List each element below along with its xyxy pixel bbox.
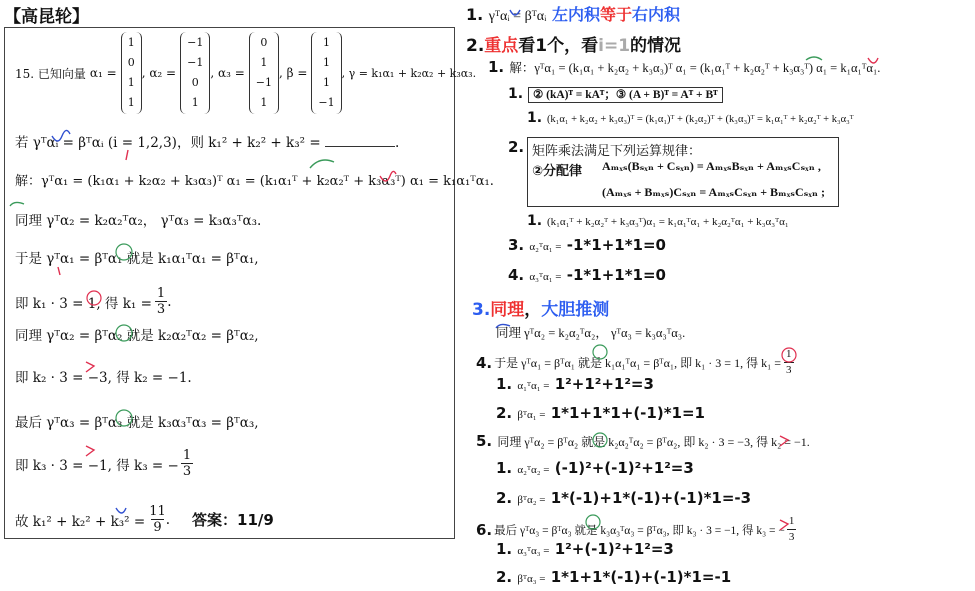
alpha1-label: α₁ = — [89, 66, 117, 80]
alpha3-label: , α₃ = — [210, 66, 245, 80]
step-2-1: 1. 解：γᵀα₁ = (k₁α₁ + k₂α₂ + k₃α₃)ᵀ α₁ = (k₁α₁ᵀ + k₂α₂ᵀ + k₃α₃ᵀ) α₁ = k₁α₁ᵀα₁. — [488, 58, 881, 76]
gamma-definition: , γ = k₁α₁ + k₂α₂ + k₃α₃. — [341, 66, 477, 80]
step-5-2: 2. βᵀα₂ = 1*(-1)+1*(-1)+(-1)*1=-3 — [496, 489, 752, 507]
solution-line-8: 即 k₃ · 3 = −1, 得 k₃ = − $\frac{1}{3}$ — [15, 448, 192, 479]
step-2-1-2-number: 2. — [508, 138, 525, 156]
step-4-2: 2. βᵀα₁ = 1*1+1*1+(-1)*1=1 — [496, 404, 705, 422]
solution-line-3: 于是 γᵀα₁ = βᵀα₁ 就是 k₁α₁ᵀα₁ = βᵀα₁, — [15, 251, 259, 267]
alpha2-label: , α₂ = — [141, 66, 177, 80]
alpha3-vector: 0 1 −1 1 — [249, 32, 279, 114]
final-fraction: $\frac{11}{9}$ — [149, 504, 166, 535]
k3-fraction: $\frac{1}{3}$ — [182, 448, 192, 479]
step-6: 6. 最后 γᵀα₃ = βᵀα₃ 就是 k₃α₃ᵀα₃ = βᵀα₃, 即 k₃ · 3 = −1, 得 k₃ = − $\frac{1}{3}$ — [476, 515, 795, 543]
step-6-1: 1. α₃ᵀα₃ = 1²+(-1)²+1²=3 — [496, 540, 674, 558]
rule-equation-1: Aₘₓₛ(Bₛₓₙ + Cₛₓₙ) = AₘₓₛBₛₓₙ + AₘₓₛCₛₓₙ , — [602, 159, 821, 173]
solution-line-4: 即 k₁ · 3 = 1, 得 k₁ = $\frac{1}{3}$ . — [15, 286, 172, 317]
step-2-1-2-1: 1. (k₁α₁ᵀ + k₂α₂ᵀ + k₃α₃ᵀ)α₁ = k₁α₁ᵀα₁ + k₂α₂ᵀα₁ + k₃α₃ᵀα₁ — [527, 213, 789, 229]
solution-line-5: 同理 γᵀα₂ = βᵀα₂ 就是 k₂α₂ᵀα₂ = βᵀα₂, — [15, 328, 259, 344]
step-3: 3.同理，大胆推测 — [472, 300, 610, 320]
beta-vector: 1 1 1 −1 — [311, 32, 341, 114]
alpha2-vector: −1 −1 0 1 — [180, 32, 210, 114]
rule-equation-2: (Aₘₓₛ + Bₘₓₛ)Cₛₓₙ = AₘₓₛCₛₓₙ + BₘₓₛCₛₓₙ ; — [602, 185, 826, 199]
step-1: 1. γᵀαᵢ = βᵀαᵢ 左内积等于右内积 — [466, 5, 681, 24]
solution-line-6: 即 k₂ · 3 = −3, 得 k₂ = −1. — [15, 370, 192, 386]
step-5: 5. 同理 γᵀα₂ = βᵀα₂ 就是 k₂α₂ᵀα₂ = βᵀα₂, 即 k₂ · 3 = −3, 得 k₂ = −1. — [476, 432, 810, 450]
problem-solution-box — [4, 27, 494, 539]
step-4: 4. 于是 γᵀα₁ = βᵀα₁ 就是 k₁α₁ᵀα₁ = βᵀα₁, 即 k₁ · 3 = 1, 得 k₁ = $\frac{1}{3}$ — [476, 348, 792, 376]
problem-prefix: 15. 已知向量 — [15, 66, 86, 81]
step-5-1: 1. α₂ᵀα₂ = (-1)²+(-1)²+1²=3 — [496, 459, 694, 477]
solution-line-1: 解：γᵀα₁ = (k₁α₁ + k₂α₂ + k₃α₃)ᵀ α₁ = (k₁α₁ᵀ + k₂α₂ᵀ + k₃α₃ᵀ) α₁ = k₁α₁ᵀα₁. — [15, 174, 494, 189]
k1-fraction: $\frac{1}{3}$ — [156, 286, 166, 317]
step-4-1: 1. α₁ᵀα₁ = 1²+1²+1²=3 — [496, 375, 654, 393]
solution-line-7: 最后 γᵀα₃ = βᵀα₃ 就是 k₃α₃ᵀα₃ = βᵀα₃, — [15, 415, 259, 431]
step-2: 2.重点看1个，看i=1的情况 — [466, 36, 682, 56]
problem-statement — [15, 32, 476, 114]
answer-blank — [325, 146, 395, 147]
beta-label: , β = — [278, 66, 308, 80]
solution-line-2: 同理 γᵀα₂ = k₂α₂ᵀα₂， γᵀα₃ = k₃α₃ᵀα₃. — [15, 213, 262, 229]
left-panel-title: 【高昆轮】 — [4, 7, 89, 27]
alpha1-vector: 1 0 1 1 — [121, 32, 142, 114]
rule-name: ②分配律 — [532, 164, 583, 179]
step-3-line: 同理 γᵀα₂ = k₂α₂ᵀα₂， γᵀα₃ = k₃α₃ᵀα₃. — [496, 326, 686, 340]
step-2-1-1: 1. ② (kA)ᵀ = kAᵀ；③ (A + B)ᵀ = Aᵀ + Bᵀ — [508, 86, 723, 102]
s6-k-fraction: $\frac{1}{3}$ — [788, 515, 795, 543]
matrix-distributive-rule-box — [527, 137, 839, 207]
transpose-rules-box: ② (kA)ᵀ = kAᵀ；③ (A + B)ᵀ = Aᵀ + Bᵀ — [528, 87, 723, 103]
rule-title: 矩阵乘法满足下列运算规律： — [532, 144, 702, 159]
answer-label: 答案：11/9 — [192, 511, 274, 529]
step-6-2: 2. βᵀα₃ = 1*1+1*(-1)+(-1)*1=-1 — [496, 568, 732, 586]
s4-k-fraction: $\frac{1}{3}$ — [786, 348, 792, 376]
final-result: 故 k₁² + k₂² + k₃² = $\frac{11}{9}$ . 答案：11/9 — [15, 504, 274, 535]
step-2-1-1-1: 1. (k₁α₁ + k₂α₂ + k₃α₃)ᵀ = (k₁α₁)ᵀ + (k₂α₂)ᵀ + (k₃α₃)ᵀ = k₁α₁ᵀ + k₂α₂ᵀ + k₃α₃ᵀ — [527, 110, 854, 126]
problem-condition: 若 γᵀαᵢ = βᵀαᵢ (i = 1,2,3)，则 k₁² + k₂² + k₃² = . — [15, 135, 400, 151]
step-2-1-4: 4. α₃ᵀα₁ = -1*1+1*1=0 — [508, 266, 666, 284]
step-2-1-3: 3. α₂ᵀα₁ = -1*1+1*1=0 — [508, 236, 666, 254]
